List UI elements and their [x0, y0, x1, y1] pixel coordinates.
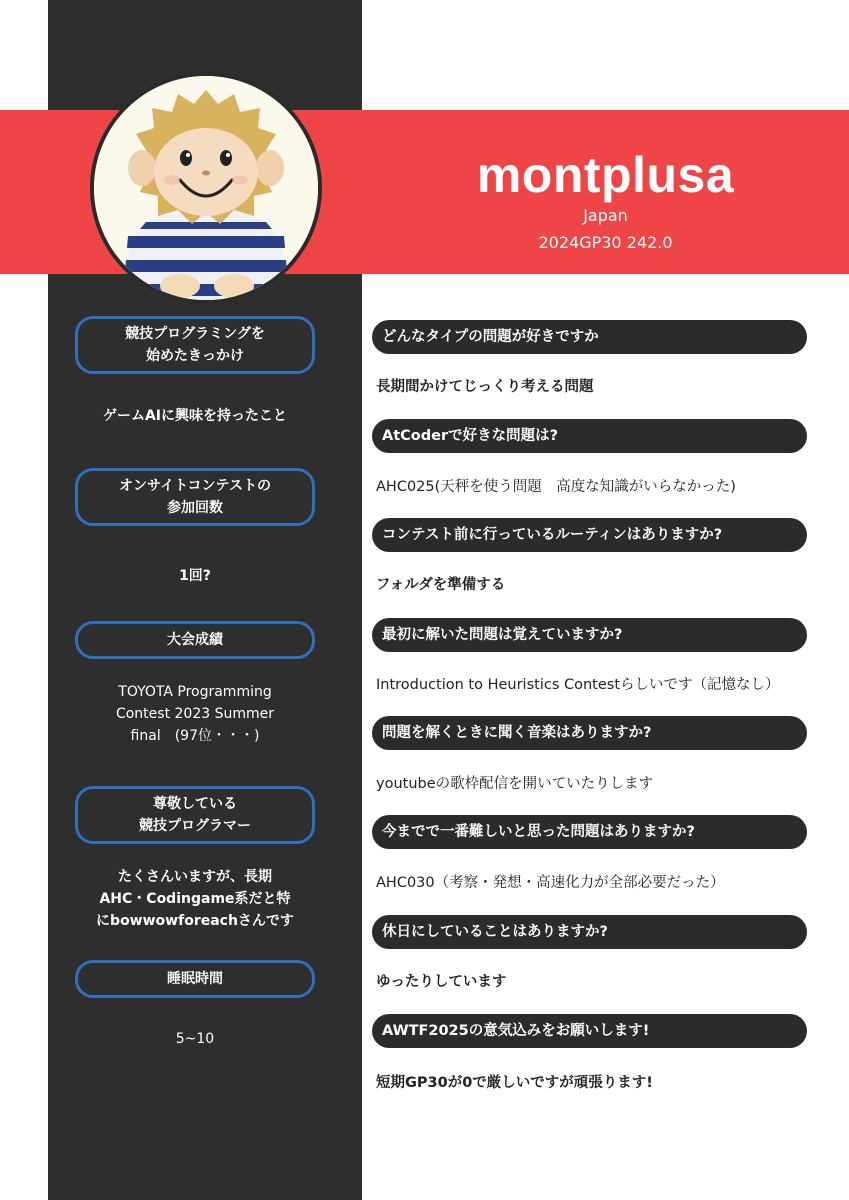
sidebar-heading-text: オンサイトコンテストの 参加回数: [119, 478, 271, 516]
question-bar: どんなタイプの問題が好きですか: [372, 320, 807, 354]
sidebar-heading-sleep: [75, 960, 315, 998]
answer-text: youtubeの歌枠配信を開いていたりします: [376, 776, 654, 792]
question-bar: 今までで一番難しいと思った問題はありますか?: [372, 815, 807, 849]
sidebar-answer-respected: たくさんいますが、長期 AHC・Codingame系だと特 にbowwowforeachさんです: [96, 869, 294, 929]
question-bar: AtCoderで好きな問題は?: [372, 419, 807, 453]
sidebar-answer-onsite-count: 1回?: [179, 568, 211, 584]
question-bar: 最初に解いた問題は覚えていますか?: [372, 618, 807, 652]
avatar: [90, 72, 322, 304]
sidebar-heading-text: 睡眠時間: [167, 971, 223, 987]
question-bar: AWTF2025の意気込みをお願いします!: [372, 1014, 807, 1048]
answer-text: 短期GP30が0で厳しいですが頑張ります!: [376, 1075, 653, 1091]
sidebar-heading-motivation: [75, 316, 315, 374]
profile-country: Japan: [583, 206, 628, 225]
sidebar-heading-respected: [75, 786, 315, 844]
sidebar-heading-text: 大会成績: [167, 632, 223, 648]
answer-text: AHC025(天秤を使う問題 高度な知識がいらなかった): [376, 479, 736, 495]
sidebar-heading-results: [75, 621, 315, 659]
sidebar-heading-onsite-count: [75, 468, 315, 526]
profile-name: montplusa: [476, 147, 735, 203]
answer-text: Introduction to Heuristics Contestらしいです（記憶なし）: [376, 677, 780, 693]
profile-rating: 2024GP30 242.0: [538, 233, 673, 252]
answer-text: AHC030（考察・発想・高速化力が全部必要だった）: [376, 875, 725, 891]
sidebar-answer-motivation: ゲームAIに興味を持ったこと: [102, 408, 288, 424]
sidebar-answer-results: TOYOTA Programming Contest 2023 Summer final (97位・・・): [115, 684, 275, 744]
monkey-plush-icon: [94, 76, 318, 300]
sidebar-heading-text: 尊敬している 競技プログラマー: [139, 796, 251, 834]
question-bar: 休日にしていることはありますか?: [372, 915, 807, 949]
question-bar: 問題を解くときに聞く音楽はありますか?: [372, 716, 807, 750]
answer-text: 長期間かけてじっくり考える問題: [376, 379, 594, 395]
answer-text: ゆったりしています: [376, 974, 507, 990]
sidebar-heading-text: 競技プログラミングを 始めたきっかけ: [125, 326, 265, 364]
sidebar-answer-sleep: 5~10: [175, 1031, 215, 1047]
question-bar: コンテスト前に行っているルーティンはありますか?: [372, 518, 807, 552]
answer-text: フォルダを準備する: [376, 577, 506, 593]
